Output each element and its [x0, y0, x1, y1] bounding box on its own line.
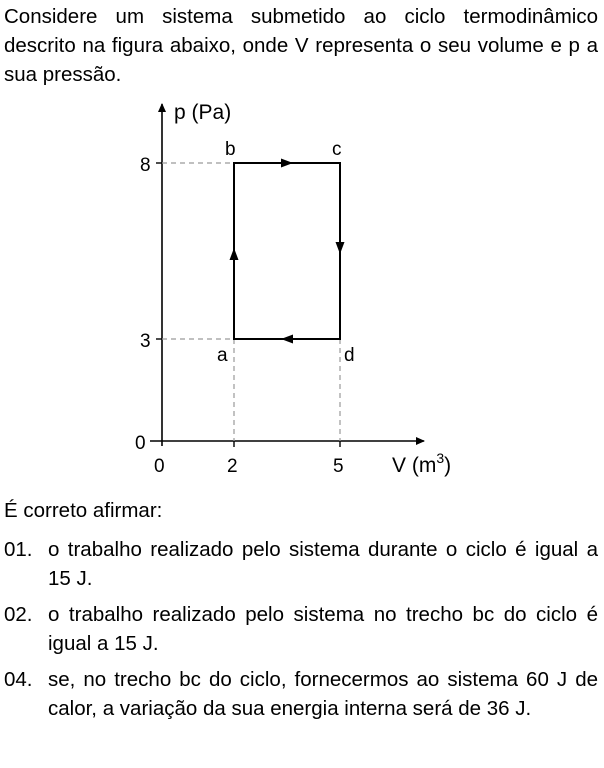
option-number: 02.: [4, 603, 33, 626]
point-label-a: a: [217, 345, 228, 366]
point-label-d: d: [344, 345, 355, 366]
y-tick-label-8: 8: [140, 155, 151, 176]
y-tick-label-0: 0: [135, 433, 146, 454]
x-tick-label-0: 0: [154, 456, 165, 477]
x-axis-exponent: 3: [436, 450, 445, 466]
arrow-bc: [281, 159, 293, 168]
option-02: [4, 600, 598, 658]
point-label-b: b: [225, 139, 236, 160]
option-01: [4, 535, 598, 593]
point-label-c: c: [332, 139, 342, 160]
option-text: o trabalho realizado pelo sistema no trecho bc do ciclo é igual a 15 J.: [48, 603, 598, 655]
option-text: o trabalho realizado pelo sistema durante o ciclo é igual a 15 J.: [48, 538, 598, 590]
cycle-path: [234, 163, 340, 339]
y-axis-label: p (Pa): [174, 101, 232, 124]
arrow-ab: [230, 248, 239, 260]
question-intro: Considere um sistema submetido ao ciclo termodinâmico descrito na figura abaixo, onde V representa o seu volume e p a sua pressão.: [4, 5, 598, 86]
x-tick-label-5: 5: [333, 456, 344, 477]
question-prompt: É correto afirmar:: [4, 499, 163, 522]
arrow-cd: [336, 242, 345, 254]
option-number: 04.: [4, 668, 33, 691]
answer-options: [4, 535, 598, 730]
x-axis-label: V $(m^3)$: [392, 450, 452, 477]
option-number: 01.: [4, 538, 33, 561]
x-tick-label-2: 2: [227, 456, 238, 477]
option-04: [4, 665, 598, 723]
arrow-da: [281, 335, 293, 344]
y-tick-label-3: 3: [140, 331, 151, 352]
option-text: se, no trecho bc do ciclo, fornecermos ao sistema 60 J de calor, a variação da sua energia interna será de 36 J.: [48, 668, 598, 720]
